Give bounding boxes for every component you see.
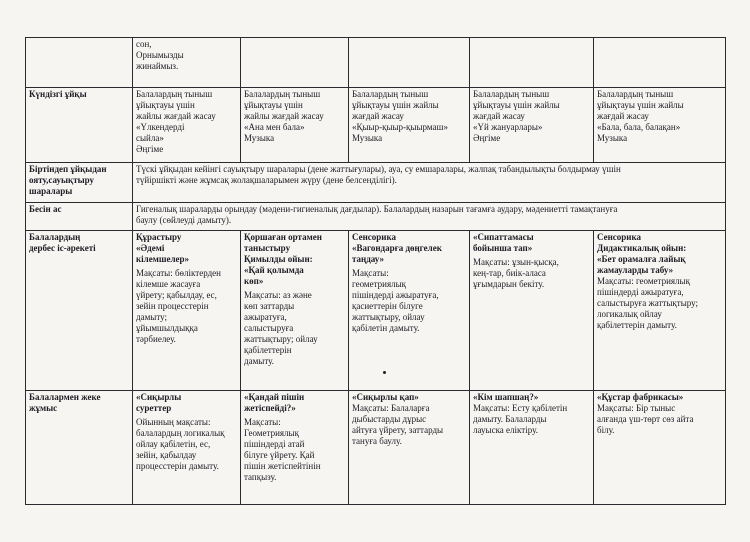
text-line: пішіндерді атай	[244, 439, 305, 449]
text-line: көп заттарды	[244, 301, 295, 311]
text-line: логикалық ойлау	[597, 309, 662, 319]
cell-heading: «Сипаттамасы	[473, 232, 534, 242]
row-label-individual	[26, 391, 133, 505]
text-line: ұйықтауы үшін	[136, 100, 195, 110]
cell-heading: Құрастыру	[136, 232, 182, 242]
indep-cell-3	[349, 231, 470, 391]
text-line: Балалардың тыныш	[244, 89, 321, 99]
text-line: тәрбиелеу.	[136, 334, 176, 344]
cell-heading: «Сиқырлы қап»	[352, 392, 419, 402]
text-line: ояту,сауықтыру	[29, 175, 95, 185]
text-line: Музыка	[352, 133, 383, 143]
text-line: дамыту.	[244, 356, 274, 366]
text-line: Біртіндеп ұйқыдан	[29, 164, 107, 174]
text-line: жұмыс	[29, 403, 58, 413]
text-line: «Бала, бала, балақан»	[597, 122, 681, 132]
text-line: зейін процесстерін	[136, 301, 209, 311]
row-label-nap	[26, 88, 133, 163]
text-line: Мақсаты: ұзын-қысқа,	[473, 257, 559, 267]
text-line: Мақсаты: бөліктерден	[136, 268, 221, 278]
row-label-wakeup	[26, 163, 133, 203]
text-line: жайлы жағдай жасау	[136, 111, 216, 121]
cell-heading: жетіспейді?»	[244, 403, 296, 413]
cell-continuation	[133, 38, 241, 88]
cell-heading: таныстыру	[244, 243, 291, 253]
text-line: Балалардың	[29, 232, 81, 242]
text-line: ажыратуға,	[244, 312, 287, 322]
text-line: зейін, қабылдау	[136, 450, 197, 460]
cell-heading: «Кім шапшаң?»	[473, 392, 539, 402]
nap-cell-2	[241, 88, 349, 163]
individual-cell-4	[470, 391, 594, 505]
cell-heading: «Сиқырлы	[136, 392, 182, 402]
nap-cell-4	[470, 88, 594, 163]
text-line: шаралары	[29, 186, 73, 196]
cell-empty	[241, 38, 349, 88]
stray-dot	[383, 371, 386, 374]
snack-text	[133, 203, 726, 231]
indep-cell-1	[133, 231, 241, 391]
indep-cell-5	[594, 231, 726, 391]
indep-cell-2	[241, 231, 349, 391]
text-line: Гигеналық шараларды орындау (мәдени-гигиеналық дағдылар). Балалардың назарын тағамға аудару, мәдениетті тамақтануға	[136, 204, 618, 214]
cell-heading: «Әдемі	[136, 243, 165, 253]
table-row-nap	[26, 88, 726, 163]
text-line: Мақсаты: аз және	[244, 290, 312, 300]
row-label-independent	[26, 231, 133, 391]
indep-cell-4	[470, 231, 594, 391]
cell-heading: «Құстар фабрикасы»	[597, 392, 684, 402]
text-line: қабілеттерін дамыту.	[597, 320, 677, 330]
row-label-text: Күндізгі ұйқы	[29, 89, 87, 99]
text-line: үйрету; қабылдау, ес,	[136, 290, 217, 300]
text-line: білу.	[597, 425, 615, 435]
cell-empty	[594, 38, 726, 88]
text-line: салыстыруға	[244, 323, 294, 333]
text-line: жағдай жасау	[352, 111, 404, 121]
text-line: Музыка	[244, 133, 275, 143]
cell-heading: Қимылды ойын:	[244, 254, 313, 264]
individual-cell-1	[133, 391, 241, 505]
text-line: Әңгіме	[473, 133, 501, 143]
nap-cell-1	[133, 88, 241, 163]
table-row-snack	[26, 203, 726, 231]
text-line: Балалармен жеке	[29, 392, 101, 402]
text-line: ұйықтауы үшін жайлы	[597, 100, 684, 110]
text-line: дамыту. Балаларды	[473, 414, 547, 424]
text-line: Бесін ас	[29, 204, 62, 214]
text-line: геометриялық	[352, 279, 406, 289]
text-line: лауыска еліктіру.	[473, 425, 538, 435]
text-line: балалардың логикалық	[136, 428, 225, 438]
table-row-continuation	[26, 38, 726, 88]
text-line: «Үй жануарлары»	[473, 122, 543, 132]
wakeup-text	[133, 163, 726, 203]
text-line: «Ана мен бала»	[244, 122, 305, 132]
text-line: «Үлкендерді	[136, 122, 185, 132]
text-line: ұғымдарын бекіту.	[473, 279, 545, 289]
row-label-snack	[26, 203, 133, 231]
text-line: қасиеттерін білуге	[352, 301, 423, 311]
text-line: Мақсаты: Балаларға	[352, 403, 430, 413]
text-line: қабілеттерін	[244, 345, 292, 355]
nap-cell-3	[349, 88, 470, 163]
individual-cell-5	[594, 391, 726, 505]
text-line: Ойынның мақсаты:	[136, 417, 211, 427]
text-line: сон,	[136, 39, 152, 49]
cell-heading: Қоршаған ортамен	[244, 232, 322, 242]
text-line: ұйымшылдыққа	[136, 323, 198, 333]
text-line: Әңгіме	[136, 144, 164, 154]
text-line: білуге үйрету. Қай	[244, 450, 315, 460]
table-row-individual	[26, 391, 726, 505]
table-row-wakeup	[26, 163, 726, 203]
text-line: дыбыстарды дұрыс	[352, 414, 427, 424]
text-line: Геометриялық	[244, 428, 299, 438]
text-line: ұйықтауы үшін	[244, 100, 303, 110]
cell-heading: таңдау»	[352, 254, 385, 264]
cell-heading: Сенсорика	[352, 232, 397, 242]
table-row-independent	[26, 231, 726, 391]
text-line: Балалардың тыныш	[473, 89, 550, 99]
individual-cell-3	[349, 391, 470, 505]
text-line: жинаймыз.	[136, 61, 179, 71]
cell-heading: «Қандай пішін	[244, 392, 305, 402]
nap-cell-5	[594, 88, 726, 163]
text-line: ұйықтауы үшін жайлы	[352, 100, 439, 110]
text-line: кілемше жасауға	[136, 279, 201, 289]
row-label-empty	[26, 38, 133, 88]
text-line: ойлау қабілетін, ес,	[136, 439, 211, 449]
text-line: «Қыыр-қыыр-қыырмаш»	[352, 122, 448, 132]
cell-heading: кілемшелер»	[136, 254, 190, 264]
text-line: пішіндерді ажыратуға,	[597, 287, 684, 297]
text-line: Орнымызды	[136, 50, 184, 60]
text-line: Балалардың тыныш	[352, 89, 429, 99]
text-line: дербес іс-әрекеті	[29, 243, 96, 253]
text-line: салыстыруға жаттықтыру;	[597, 298, 699, 308]
text-line: процесстерін дамыту.	[136, 461, 219, 471]
text-line: баулу (сөйлеуді дамыту).	[136, 215, 232, 225]
text-line: айтуға үйрету, заттарды	[352, 425, 444, 435]
individual-cell-2	[241, 391, 349, 505]
text-line: кең-тар, биік-аласа	[473, 268, 546, 278]
text-line: Мақсаты: Есту қабілетін	[473, 403, 568, 413]
text-line: пішіндерді ажыратуға,	[352, 290, 439, 300]
cell-heading: Дидактикалық ойын:	[597, 243, 687, 253]
cell-heading: көп»	[244, 276, 264, 286]
text-line: алғанда үш-төрт сөз айта	[597, 414, 694, 424]
cell-heading: «Қай қолымда	[244, 265, 304, 275]
text-line: Музыка	[597, 133, 628, 143]
text-line: қабілетін дамыту.	[352, 323, 420, 333]
cell-empty	[349, 38, 470, 88]
text-line: жағдай жасау	[473, 111, 525, 121]
text-line: Мақсаты: Бір тыныс	[597, 403, 676, 413]
text-line: сыйла»	[136, 133, 164, 143]
text-line: тануға баулу.	[352, 436, 402, 446]
text-line: пішін жетіспейтінін	[244, 461, 321, 471]
plan-table	[25, 37, 726, 505]
cell-empty	[470, 38, 594, 88]
text-line: Мақсаты:	[244, 417, 281, 427]
text-line: ұйықтауы үшін жайлы	[473, 100, 560, 110]
text-line: Түскі ұйқыдан кейінгі сауықтыру шаралары (дене жаттығулары), ауа, су емшаралары, жалпақ табандылықты болдырмау үшін	[136, 164, 621, 174]
text-line: жаттықтыру; ойлау	[244, 334, 318, 344]
text-line: тапқызу.	[244, 472, 277, 482]
text-line: Балалардың тыныш	[597, 89, 674, 99]
text-line: жайлы жағдай жасау	[244, 111, 324, 121]
text-line: Балалардың тыныш	[136, 89, 213, 99]
cell-heading: «Вагондарға дөңгелек	[352, 243, 442, 253]
cell-heading: бойынша тап»	[473, 243, 533, 253]
text-line: Мақсаты:	[352, 268, 389, 278]
cell-heading: Сенсорика	[597, 232, 642, 242]
text-line: жағдай жасау	[597, 111, 649, 121]
cell-heading: «Бет орамалға лайық	[597, 254, 686, 264]
text-line: Мақсаты: геометриялық	[597, 276, 690, 286]
text-line: дамыту;	[136, 312, 168, 322]
text-line: жаттықтыру, ойлау	[352, 312, 425, 322]
cell-heading: жамауларды табу»	[597, 265, 674, 275]
cell-heading: суреттер	[136, 403, 172, 413]
text-line: түйіршікті және жұмсақ жолақшаларымен жүру (дене белсенділігі).	[136, 175, 397, 185]
